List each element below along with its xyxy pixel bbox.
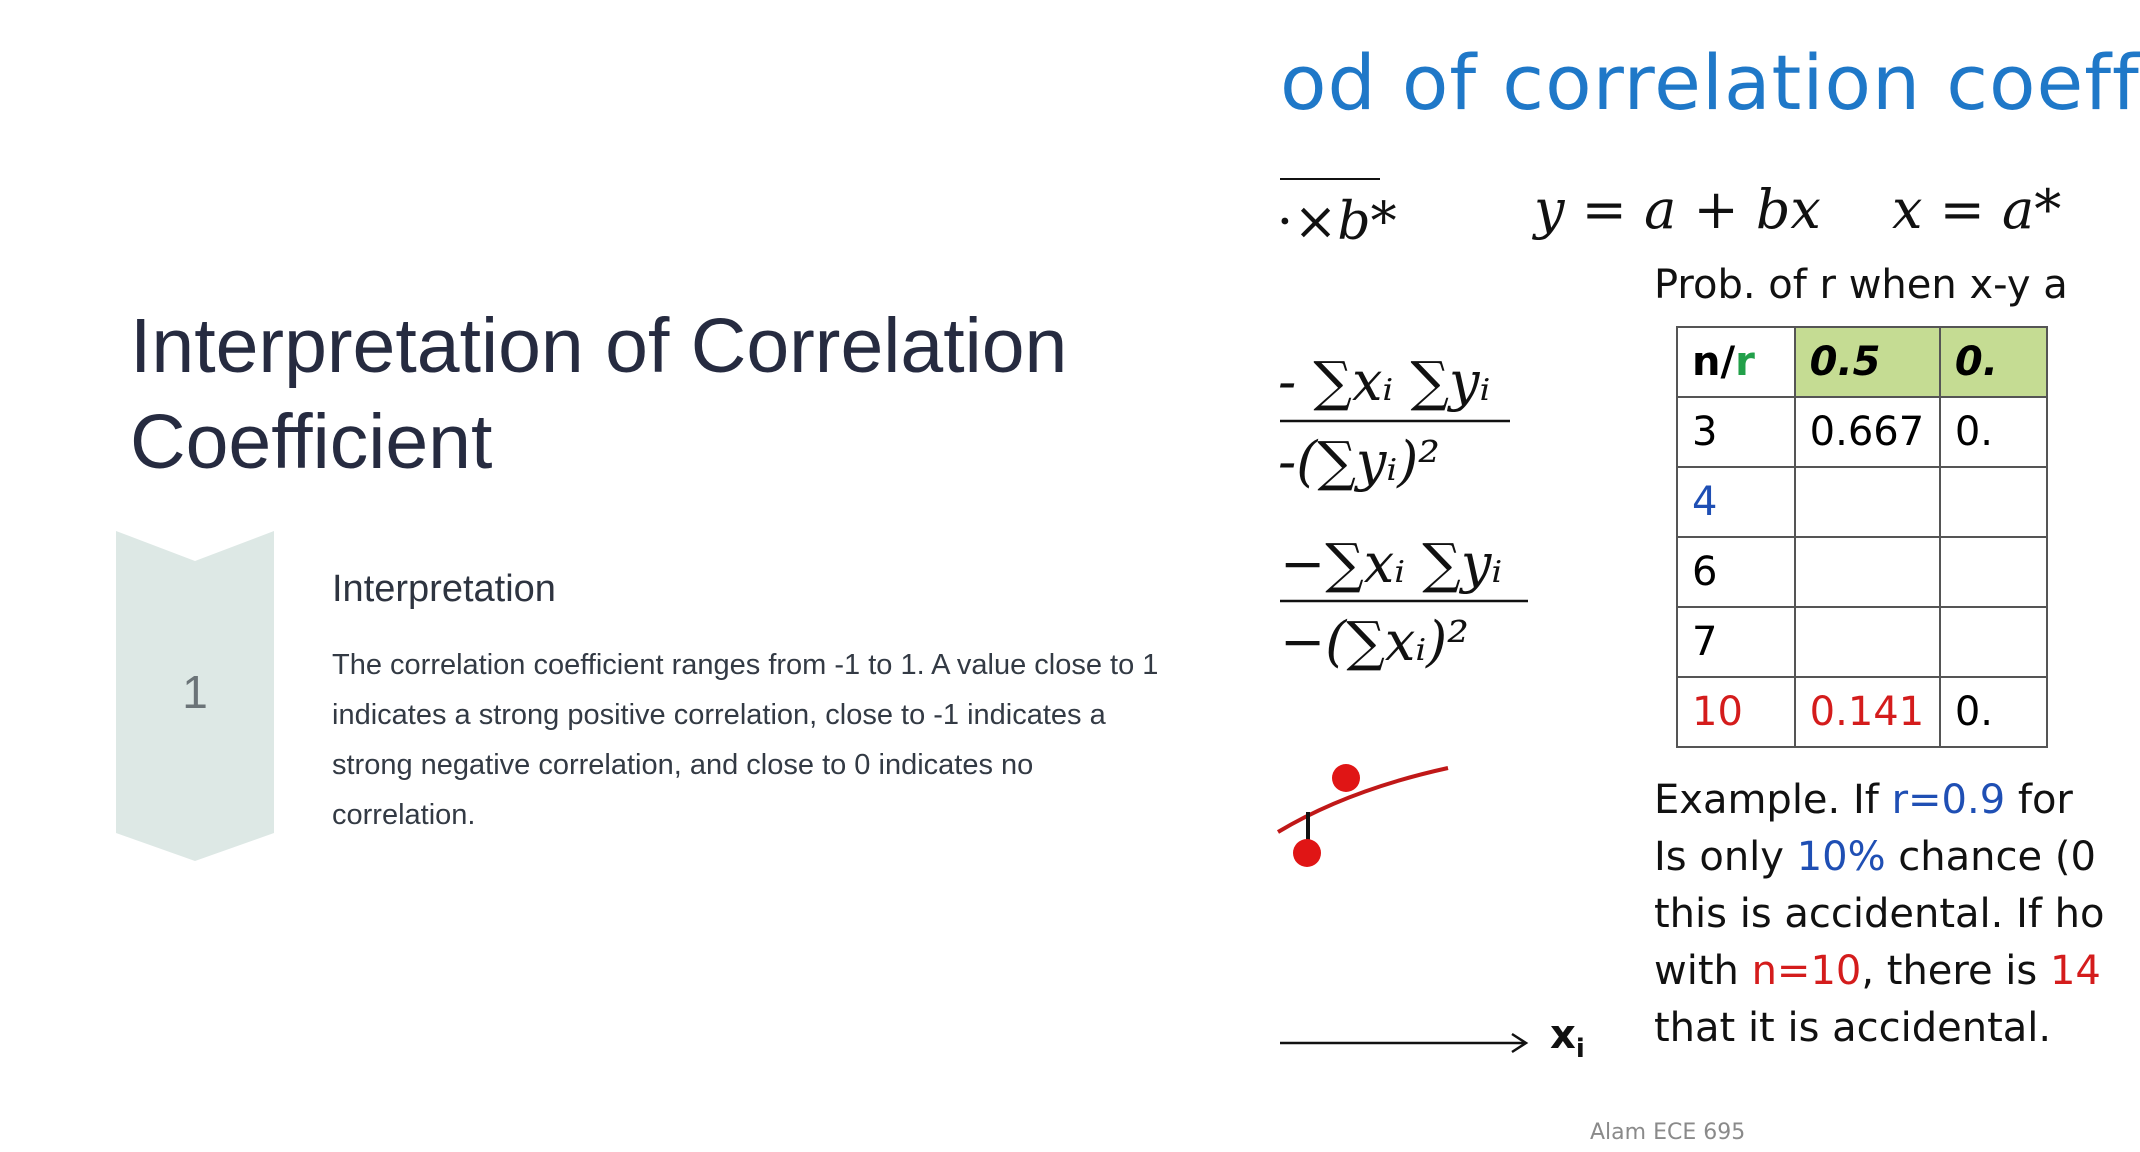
example-line: this is accidental. If ho (1654, 891, 2105, 937)
table-cell: 10 (1677, 677, 1795, 747)
table-cell (1795, 537, 1940, 607)
probability-caption: Prob. of r when x-y a (1654, 262, 2068, 308)
table-header-cell: 0. (1940, 327, 2047, 397)
x-axis-label: $x_i$ (1550, 1012, 1585, 1064)
step-number: 1 (182, 666, 208, 718)
equation-partial: ⋅×b* (1276, 192, 1397, 252)
table-header-row (1677, 327, 2047, 397)
example-line: Is only 10% chance (0 (1654, 834, 2096, 880)
x-axis-arrow (1280, 1030, 1540, 1060)
example-line: that it is accidental. (1654, 1005, 2052, 1051)
table-cell (1795, 467, 1940, 537)
lecture-slide-image (1276, 0, 2140, 1152)
table-row (1677, 537, 2047, 607)
table-row (1677, 467, 2047, 537)
table-cell: 3 (1677, 397, 1795, 467)
table-row (1677, 677, 2047, 747)
slide-footer: Alam ECE 695 (1590, 1120, 1746, 1145)
example-text (1654, 772, 2105, 1057)
table-cell: 0. (1940, 677, 2047, 747)
fraction-bar-2 (1280, 598, 1530, 604)
example-line: Example. If r=0.9 for (1654, 777, 2073, 823)
overline (1280, 176, 1380, 182)
table-row (1677, 607, 2047, 677)
table-cell: 0.667 (1795, 397, 1940, 467)
equation-x: x = a* (1892, 178, 2062, 241)
example-line: with n=10, there is 14 (1654, 948, 2101, 994)
table-cell (1940, 467, 2047, 537)
equation-y: y = a + bx (1534, 178, 1821, 241)
step-body-text: The correlation coefficient ranges from -1 to 1. A value close to 1 indicates a strong positive correlation, close to -1 indicates a strong negative correlation, and close to 0 indicates no correlation. (332, 649, 1159, 831)
sum-xy-numerator-1: - ∑xᵢ ∑yᵢ (1278, 350, 1491, 413)
lecture-title: od of correlation coeff (1280, 38, 2140, 127)
table-header-cell: 0.5 (1795, 327, 1940, 397)
table-cell: 7 (1677, 607, 1795, 677)
table-cell: 4 (1677, 467, 1795, 537)
sum-y-squared: -(∑yᵢ)² (1278, 430, 1440, 493)
table-cell (1940, 537, 2047, 607)
table-cell: 0. (1940, 397, 2047, 467)
table-header-cell: n/r (1677, 327, 1795, 397)
table-cell: 0.141 (1795, 677, 1940, 747)
table-row (1677, 397, 2047, 467)
sum-x-squared: −(∑xᵢ)² (1280, 610, 1469, 673)
table-cell: 6 (1677, 537, 1795, 607)
sum-xy-numerator-2: −∑xᵢ ∑yᵢ (1280, 532, 1503, 595)
step-heading: Interpretation (332, 568, 556, 610)
probability-table (1676, 326, 2048, 748)
table-cell (1940, 607, 2047, 677)
slide-title: Interpretation of Correlation Coefficient (130, 303, 1068, 485)
fraction-bar-1 (1280, 418, 1520, 424)
regression-sketch (1278, 760, 1458, 880)
table-cell (1795, 607, 1940, 677)
